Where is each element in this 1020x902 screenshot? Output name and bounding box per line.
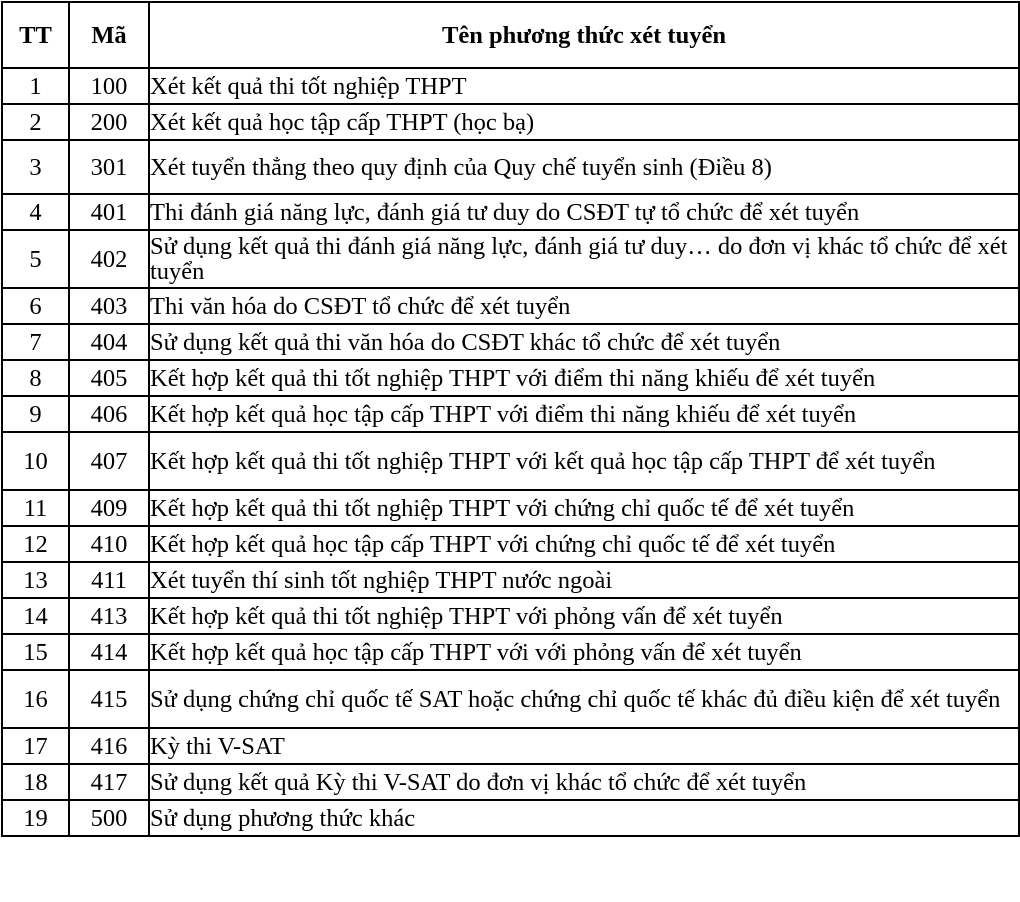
row-tt: 12 (2, 526, 69, 562)
row-name: Kết hợp kết quả học tập cấp THPT với với phỏng vấn để xét tuyển (149, 634, 1019, 670)
row-name: Xét kết quả học tập cấp THPT (học bạ) (149, 104, 1019, 140)
table-row (2, 764, 1019, 800)
row-ma: 404 (69, 324, 149, 360)
row-ma: 500 (69, 800, 149, 836)
row-tt: 15 (2, 634, 69, 670)
row-ma: 405 (69, 360, 149, 396)
row-tt: 14 (2, 598, 69, 634)
row-tt: 17 (2, 728, 69, 764)
row-ma: 100 (69, 68, 149, 104)
table-row (2, 194, 1019, 230)
table-row (2, 670, 1019, 728)
row-name: Sử dụng kết quả thi văn hóa do CSĐT khác tổ chức để xét tuyển (149, 324, 1019, 360)
row-name: Sử dụng chứng chỉ quốc tế SAT hoặc chứng chỉ quốc tế khác đủ điều kiện để xét tuyển (149, 670, 1019, 728)
row-ma: 413 (69, 598, 149, 634)
table-row (2, 432, 1019, 490)
row-tt: 19 (2, 800, 69, 836)
table-row (2, 634, 1019, 670)
row-tt: 2 (2, 104, 69, 140)
table-row (2, 324, 1019, 360)
row-name: Kết hợp kết quả thi tốt nghiệp THPT với phỏng vấn để xét tuyển (149, 598, 1019, 634)
row-tt: 7 (2, 324, 69, 360)
row-name: Kết hợp kết quả thi tốt nghiệp THPT với điểm thi năng khiếu để xét tuyển (149, 360, 1019, 396)
row-tt: 3 (2, 140, 69, 194)
header-name: Tên phương thức xét tuyển (149, 2, 1019, 68)
row-ma: 401 (69, 194, 149, 230)
admission-methods-table (1, 1, 1020, 837)
row-ma: 416 (69, 728, 149, 764)
row-ma: 200 (69, 104, 149, 140)
header-tt: TT (2, 2, 69, 68)
table-row (2, 360, 1019, 396)
row-name: Xét kết quả thi tốt nghiệp THPT (149, 68, 1019, 104)
table-row (2, 728, 1019, 764)
table-row (2, 288, 1019, 324)
header-ma: Mã (69, 2, 149, 68)
header-row (2, 2, 1019, 68)
row-ma: 415 (69, 670, 149, 728)
row-name: Kết hợp kết quả học tập cấp THPT với điểm thi năng khiếu để xét tuyển (149, 396, 1019, 432)
row-name: Kết hợp kết quả thi tốt nghiệp THPT với kết quả học tập cấp THPT để xét tuyển (149, 432, 1019, 490)
row-ma: 410 (69, 526, 149, 562)
row-tt: 10 (2, 432, 69, 490)
row-name: Thi đánh giá năng lực, đánh giá tư duy do CSĐT tự tổ chức để xét tuyển (149, 194, 1019, 230)
table-row (2, 562, 1019, 598)
row-ma: 414 (69, 634, 149, 670)
row-tt: 13 (2, 562, 69, 598)
table-row (2, 230, 1019, 288)
row-tt: 9 (2, 396, 69, 432)
row-name: Sử dụng kết quả Kỳ thi V-SAT do đơn vị khác tổ chức để xét tuyển (149, 764, 1019, 800)
row-ma: 406 (69, 396, 149, 432)
row-name: Xét tuyển thí sinh tốt nghiệp THPT nước ngoài (149, 562, 1019, 598)
row-name: Kết hợp kết quả thi tốt nghiệp THPT với chứng chỉ quốc tế để xét tuyển (149, 490, 1019, 526)
row-ma: 403 (69, 288, 149, 324)
row-name: Sử dụng kết quả thi đánh giá năng lực, đánh giá tư duy… do đơn vị khác tổ chức để xét tuyển (149, 230, 1019, 288)
row-tt: 6 (2, 288, 69, 324)
row-name: Kỳ thi V-SAT (149, 728, 1019, 764)
table-row (2, 396, 1019, 432)
row-ma: 402 (69, 230, 149, 288)
row-tt: 16 (2, 670, 69, 728)
row-tt: 5 (2, 230, 69, 288)
table-row (2, 526, 1019, 562)
row-ma: 407 (69, 432, 149, 490)
table-row (2, 490, 1019, 526)
row-name: Xét tuyển thẳng theo quy định của Quy chế tuyển sinh (Điều 8) (149, 140, 1019, 194)
row-tt: 4 (2, 194, 69, 230)
table-row (2, 140, 1019, 194)
table-row (2, 800, 1019, 836)
row-name: Kết hợp kết quả học tập cấp THPT với chứng chỉ quốc tế để xét tuyển (149, 526, 1019, 562)
row-name: Thi văn hóa do CSĐT tổ chức để xét tuyển (149, 288, 1019, 324)
table-row (2, 104, 1019, 140)
row-ma: 411 (69, 562, 149, 598)
row-ma: 409 (69, 490, 149, 526)
row-ma: 417 (69, 764, 149, 800)
row-tt: 11 (2, 490, 69, 526)
table-row (2, 68, 1019, 104)
row-tt: 18 (2, 764, 69, 800)
row-name: Sử dụng phương thức khác (149, 800, 1019, 836)
row-tt: 1 (2, 68, 69, 104)
row-tt: 8 (2, 360, 69, 396)
table-row (2, 598, 1019, 634)
row-ma: 301 (69, 140, 149, 194)
